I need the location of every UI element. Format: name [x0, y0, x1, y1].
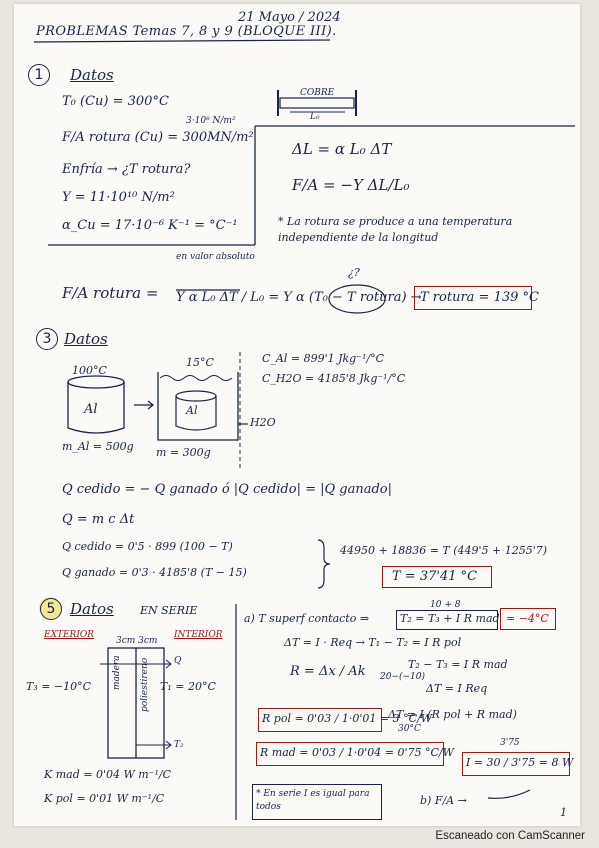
problem-number-1: 1 [28, 64, 50, 86]
p5-heading: Datos [70, 600, 114, 618]
p5-a-answer: = −4°C [506, 612, 549, 625]
p3-eq1: Q cedido = − Q ganado ó |Q cedido| = |Q ganado| [62, 482, 393, 497]
p5-q: Q [174, 656, 182, 666]
problem-number-3: 3 [36, 328, 58, 350]
p3-eq4: Q ganado = 0'3 · 4185'8 (T − 15) [62, 566, 247, 579]
p5-k-pol: K pol = 0'01 W m⁻¹/C [44, 792, 165, 805]
p5-r-pol: R pol = 0'03 / 1·0'01 = 3 °C/W [262, 712, 433, 725]
p5-sub-note: 20−(−10) [380, 672, 426, 682]
scanner-watermark: Escaneado con CamScanner [435, 830, 585, 842]
brace [318, 540, 330, 588]
p5-a-label: a) T superf contacto ⇒ [244, 612, 370, 625]
p3-m-w: m = 300g [156, 446, 211, 459]
p5-k-mad: K mad = 0'04 W m⁻¹/C [44, 768, 172, 781]
page-date: 21 Mayo / 2024 [238, 10, 341, 25]
p1-stress: F/A rotura (Cu) = 300MN/m² [62, 130, 254, 145]
p5-dt-30: 30°C [398, 724, 421, 734]
p5-r-mad: R mad = 0'03 / 1·0'04 = 0'75 °C/W [260, 746, 454, 759]
p5-a-small: 10 + 8 [430, 600, 461, 610]
p5-t1: T₁ = 20°C [160, 680, 216, 693]
p1-note: * La rotura se produce a una temperatura independiente de la longitud [278, 215, 513, 244]
p5-t2: T₂ [174, 740, 184, 750]
p3-eq3: Q cedido = 0'5 · 899 (100 − T) [62, 540, 233, 553]
water-surface [160, 376, 232, 381]
p5-series-note: * En serie I es igual para todos [256, 789, 370, 812]
p1-final-mid: Y α L₀ ΔT / L₀ = Y α (T₀ − T rotura) → [176, 290, 422, 305]
p3-eq2: Q = m c Δt [62, 512, 135, 527]
p3-label-al: Al [84, 402, 98, 417]
p3-t-al: 100°C [72, 364, 107, 377]
p5-r-eq: R = Δx / Ak [290, 664, 366, 679]
p5-exterior: EXTERIOR [44, 630, 95, 640]
p1-final-lhs: F/A rotura = [62, 284, 159, 302]
p5-dt-full: ΔT = I (R pol + R mad) [388, 708, 517, 721]
p3-c-w: C_H2O = 4185'8 Jkg⁻¹/°C [262, 372, 406, 385]
p3-combined: 44950 + 18836 = T (449'5 + 1255'7) [340, 544, 548, 557]
p3-c-al: C_Al = 899'1 Jkg⁻¹/°C [262, 352, 385, 365]
p3-heading: Datos [64, 330, 108, 348]
p5-b-label: b) F/A → [420, 794, 467, 807]
p1-eq2: F/A = −Y ΔL/L₀ [292, 176, 410, 194]
p1-eq1: ΔL = α L₀ ΔT [292, 140, 392, 158]
p1-t0: T₀ (Cu) = 300°C [62, 94, 169, 109]
title-underline [34, 40, 330, 42]
p5-subheading: EN SERIE [140, 604, 198, 617]
p5-dt-eq: ΔT = I · Req → T₁ − T₂ = I R pol [284, 636, 462, 649]
p1-question-mark: ¿? [348, 266, 360, 279]
p3-answer: T = 37'41 °C [392, 569, 478, 584]
p5-layer2: poliestireno [140, 657, 150, 712]
copper-bar [280, 98, 354, 108]
problem-number-5: 5 [40, 598, 62, 620]
al-container-top [68, 376, 124, 388]
p1-abs-note: en valor absoluto [176, 252, 255, 262]
page-number: 1 [560, 806, 567, 819]
p5-widths: 3cm 3cm [116, 636, 158, 646]
p3-t-water: 15°C [186, 356, 214, 369]
p5-t3: T₃ = −10°C [26, 680, 92, 693]
p1-heading: Datos [70, 66, 114, 84]
p5-interior: INTERIOR [174, 630, 223, 640]
p5-current: I = 30 / 3'75 = 8 W [466, 756, 574, 769]
p1-question: Enfría → ¿T rotura? [62, 162, 191, 177]
page-title: PROBLEMAS Temas 7, 8 y 9 (BLOQUE III). [36, 24, 337, 39]
p3-h2o: H2O [250, 416, 276, 429]
p5-layer1: madera [112, 655, 122, 690]
p5-dt-eq2: T₂ − T₃ = I R mad [408, 658, 508, 671]
p5-sum: 3'75 [500, 738, 520, 748]
p1-stress-note: 3·10⁸ N/m² [186, 116, 236, 126]
p1-answer: T rotura = 139 °C [420, 290, 539, 305]
p3-m-al: m_Al = 500g [62, 440, 134, 453]
bar-label-top: COBRE [300, 88, 335, 98]
p1-alpha: α_Cu = 17·10⁻⁶ K⁻¹ = °C⁻¹ [62, 218, 238, 233]
p1-young: Y = 11·10¹⁰ N/m² [62, 190, 175, 205]
p5-a-expr: T₂ = T₃ + I R mad [400, 612, 500, 625]
p5-dt-req: ΔT = I Req [426, 682, 488, 695]
bar-label-bottom: L₀ [310, 112, 320, 122]
p3-label-al-2: Al [186, 404, 198, 417]
